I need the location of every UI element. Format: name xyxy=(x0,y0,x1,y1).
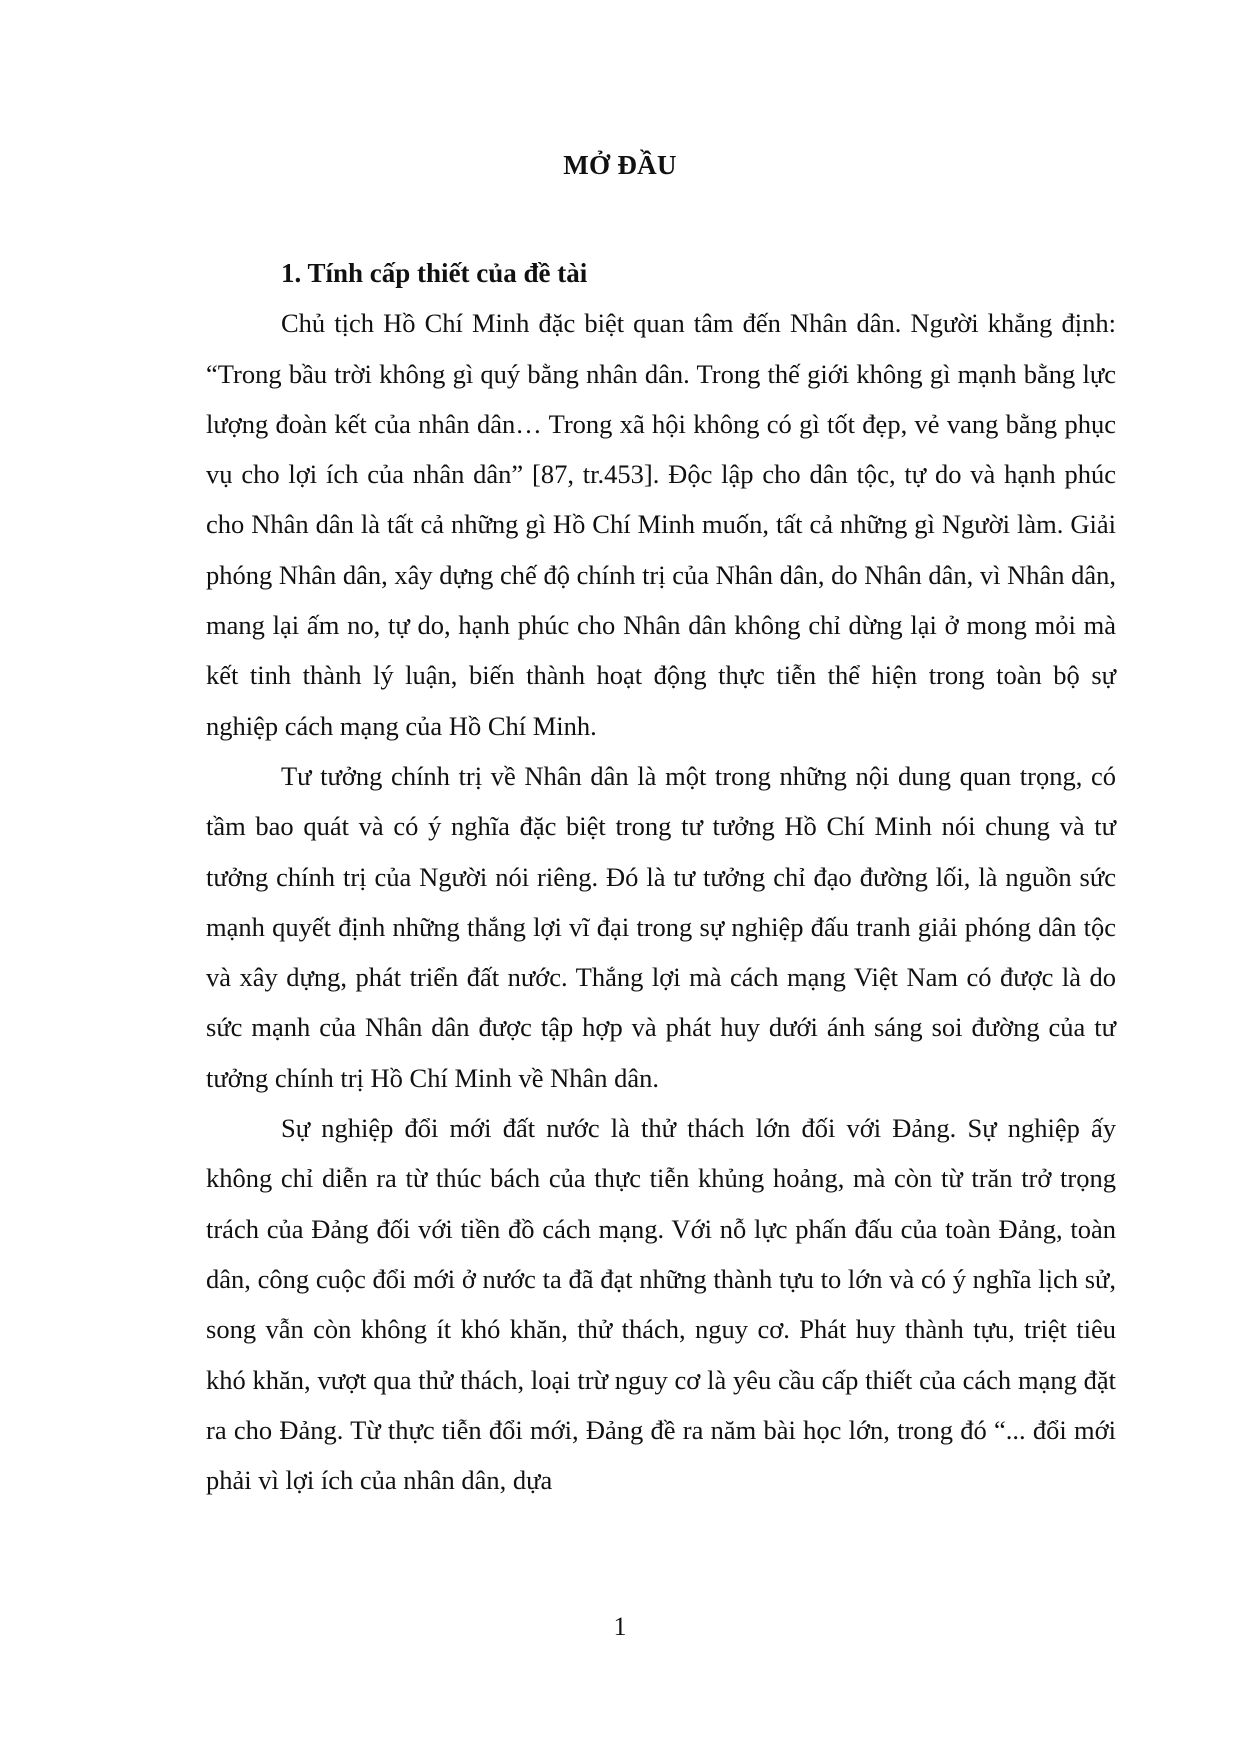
document-body xyxy=(206,248,1116,1505)
paragraph-1: Chủ tịch Hồ Chí Minh đặc biệt quan tâm đến Nhân dân. Người khẳng định: “Trong bầu trời không gì quý bằng nhân dân. Trong thế giới không gì mạnh bằng lực lượng đoàn kết của nhân dân… Trong xã hội không có gì tốt đẹp, vẻ vang bằng phục vụ cho lợi ích của nhân dân” [87, tr.453]. Độc lập cho dân tộc, tự do và hạnh phúc cho Nhân dân là tất cả những gì Hồ Chí Minh muốn, tất cả những gì Người làm. Giải phóng Nhân dân, xây dựng chế độ chính trị của Nhân dân, do Nhân dân, vì Nhân dân, mang lại ấm no, tự do, hạnh phúc cho Nhân dân không chỉ dừng lại ở mong mỏi mà kết tinh thành lý luận, biến thành hoạt động thực tiễn thể hiện trong toàn bộ sự nghiệp cách mạng của Hồ Chí Minh. xyxy=(206,308,1116,741)
section-heading: 1. Tính cấp thiết của đề tài xyxy=(281,258,588,288)
paragraph-2: Tư tưởng chính trị về Nhân dân là một trong những nội dung quan trọng, có tầm bao quát và có ý nghĩa đặc biệt trong tư tưởng Hồ Chí Minh nói chung và tư tưởng chính trị của Người nói riêng. Đó là tư tưởng chỉ đạo đường lối, là nguồn sức mạnh quyết định những thắng lợi vĩ đại trong sự nghiệp đấu tranh giải phóng dân tộc và xây dựng, phát triển đất nước. Thắng lợi mà cách mạng Việt Nam có được là do sức mạnh của Nhân dân được tập hợp và phát huy dưới ánh sáng soi đường của tư tưởng chính trị Hồ Chí Minh về Nhân dân. xyxy=(206,760,1116,1093)
page-number: 1 xyxy=(613,1612,627,1641)
page-title: MỞ ĐẦU xyxy=(563,150,677,180)
paragraph-3: Sự nghiệp đổi mới đất nước là thử thách lớn đối với Đảng. Sự nghiệp ấy không chỉ diễn ra từ thúc bách của thực tiễn khủng hoảng, mà còn từ trăn trở trọng trách của Đảng đối với tiền đồ cách mạng. Với nỗ lực phấn đấu của toàn Đảng, toàn dân, công cuộc đổi mới ở nước ta đã đạt những thành tựu to lớn và có ý nghĩa lịch sử, song vẫn còn không ít khó khăn, thử thách, nguy cơ. Phát huy thành tựu, triệt tiêu khó khăn, vượt qua thử thách, loại trừ nguy cơ là yêu cầu cấp thiết của cách mạng đặt ra cho Đảng. Từ thực tiễn đổi mới, Đảng đề ra năm bài học lớn, trong đó “... đổi mới phải vì lợi ích của nhân dân, dựa xyxy=(206,1113,1116,1496)
